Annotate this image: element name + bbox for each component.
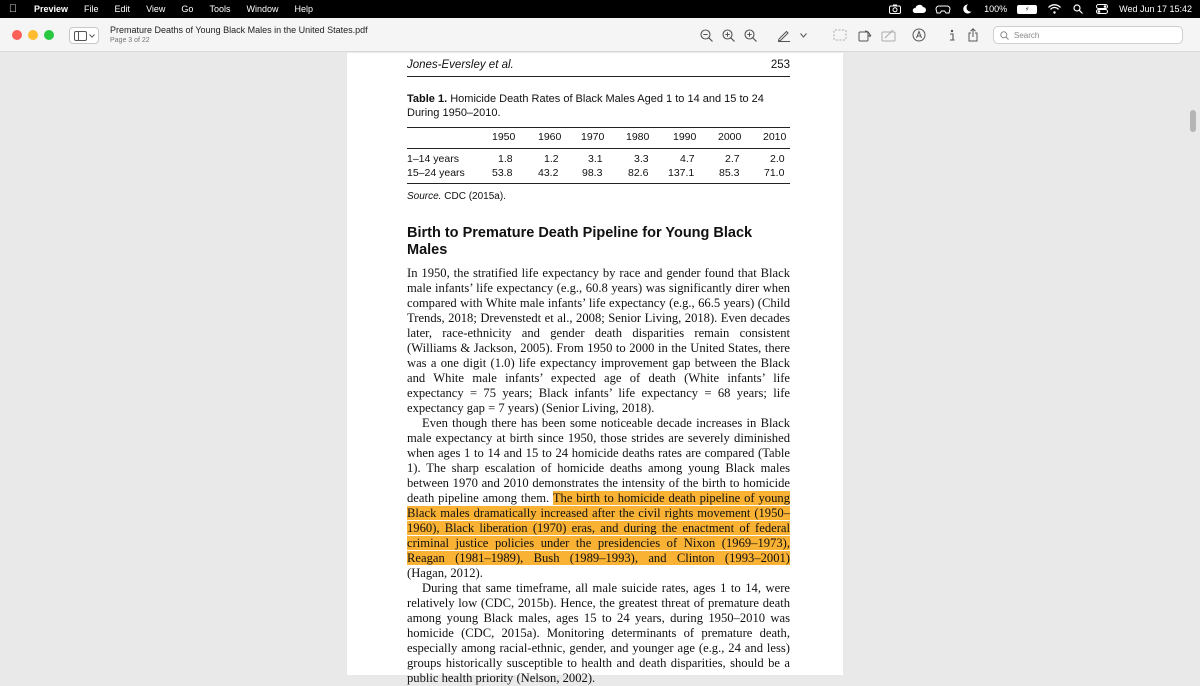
menu-bar (0, 0, 1200, 18)
search-icon (1000, 31, 1010, 40)
table-header-cell: 2000 (718, 131, 742, 143)
zoom-out-button[interactable] (697, 26, 715, 44)
table-caption-label: Table 1. (407, 93, 448, 105)
document-title: Premature Deaths of Young Black Males in the United States.pdf (110, 25, 368, 35)
paragraph[interactable]: In 1950, the stratified life expectancy by race and gender found that Black male infants’ life expectancy (e.g., 60.8 years) was significantly direr when compared with White male infants’ life expectancy (e.g., 66.5 years) (Child Trends, 2018; Drevenstedt et al., 2008; Senior Living, 2018). Even decades later, race-ethnicity and gender death disparities remain consistent (Williams & Jackson, 2005). From 1950 to 2000 in the United States, there was a one digit (1.0) life expectancy improvement gap between the Black and White male infants’ expected age of death (White infants’ life expectancy = 75 years; Black infants’ life expectancy = 68 years; life expectancy gap = 7 years) (Senior Living, 2018). (407, 266, 790, 415)
table-cell: 2.7 (725, 153, 740, 165)
table-cell: 2.0 (770, 153, 785, 165)
table-header-cell: 2010 (763, 131, 787, 143)
table-cell: 85.3 (719, 167, 740, 179)
table-row-label: 15–24 years (407, 167, 465, 179)
rotate-button[interactable] (857, 26, 873, 44)
info-button[interactable] (946, 26, 958, 44)
table-header-row (407, 131, 790, 145)
paragraph[interactable] (407, 416, 790, 581)
chevron-down-icon (800, 33, 807, 38)
zoom-fit-icon (744, 29, 757, 42)
table-cell: 3.1 (588, 153, 603, 165)
moon-icon[interactable] (960, 3, 974, 15)
table-cell: 98.3 (582, 167, 603, 179)
sidebar-toggle-button[interactable] (69, 27, 99, 44)
pdf-page[interactable] (347, 53, 843, 685)
table-cell: 4.7 (680, 153, 695, 165)
annotate-icon (912, 28, 926, 42)
gamepad-icon[interactable] (936, 3, 950, 15)
table-header-cell: 1990 (673, 131, 697, 143)
menu-go[interactable]: Go (181, 4, 194, 14)
markup-pen-button[interactable] (773, 26, 795, 44)
table-cell: 53.8 (492, 167, 513, 179)
wifi-icon[interactable] (1047, 3, 1061, 15)
menu-app-name[interactable]: Preview (34, 4, 69, 14)
paragraph[interactable]: During that same timeframe, all male suicide rates, ages 1 to 14, were relatively low (CDC, 2015b). Hence, the greatest threat of premature death among young Black males, ages 15 to 24 years, during 1950–2010 was homicide (CDC, 2015a). Monitoring determinants of premature death, especially among racial-ethnic, gender, and younger age (e.g., 24 and less) groups historically susceptible to health and death disparities, should be a public health priority (Nelson, 2002). (407, 581, 790, 685)
table-caption (407, 93, 790, 120)
running-header (407, 59, 790, 71)
zoom-out-icon (700, 29, 713, 42)
page-indicator: Page 3 of 22 (110, 37, 150, 44)
menu-help[interactable]: Help (294, 4, 313, 14)
header-rule (407, 76, 790, 77)
zoom-fit-button[interactable] (741, 26, 759, 44)
status-area (888, 0, 1192, 18)
table-source-text: CDC (2015a). (444, 191, 506, 202)
window-controls (12, 30, 54, 40)
section-heading: Birth to Premature Death Pipeline for Young Black Males (407, 225, 753, 258)
table-cell: 43.2 (538, 167, 559, 179)
table-source-label: Source. (407, 191, 442, 202)
apple-menu-icon[interactable] (0, 3, 26, 15)
table-cell: 82.6 (628, 167, 649, 179)
table-row (407, 153, 790, 167)
running-authors: Jones-Eversley et al. (407, 59, 514, 71)
table-header-cell: 1980 (626, 131, 650, 143)
spotlight-icon[interactable] (1071, 3, 1085, 15)
share-button[interactable] (966, 26, 980, 44)
share-icon (967, 28, 979, 42)
cloud-icon[interactable] (912, 3, 926, 15)
table-header-cell: 1960 (538, 131, 562, 143)
markup-dropdown-button[interactable] (797, 26, 809, 44)
body-text[interactable] (407, 266, 790, 686)
menu-window[interactable]: Window (246, 4, 279, 14)
table-cell: 1.8 (498, 153, 513, 165)
rotate-icon (858, 29, 872, 42)
battery-icon[interactable]: ⚡ (1017, 5, 1037, 14)
table-cell: 1.2 (544, 153, 559, 165)
table-cell: 71.0 (764, 167, 785, 179)
page-number: 253 (770, 59, 790, 71)
annotate-button[interactable] (911, 26, 927, 44)
table-row (407, 167, 790, 181)
table-cell: 3.3 (634, 153, 649, 165)
camera-icon[interactable] (888, 3, 902, 15)
table-caption-text: Homicide Death Rates of Black Males Aged 1 to 14 and 15 to 24 During 1950–2010. (407, 93, 764, 119)
document-viewer[interactable] (0, 53, 1200, 685)
table-source (407, 191, 506, 202)
minimize-button[interactable] (28, 30, 38, 40)
zoom-in-icon (722, 29, 735, 42)
zoom-button[interactable] (44, 30, 54, 40)
signature-icon (881, 29, 897, 42)
table-row-label: 1–14 years (407, 153, 459, 165)
table-bottom-rule (407, 183, 790, 184)
control-center-icon[interactable] (1095, 3, 1109, 15)
battery-percent: 100% (984, 4, 1008, 14)
close-button[interactable] (12, 30, 22, 40)
sidebar-icon (74, 31, 87, 41)
sign-button[interactable] (880, 26, 898, 44)
paragraph-text[interactable]: (Hagan, 2012). (407, 566, 483, 580)
crop-icon (833, 29, 847, 41)
menu-clock[interactable]: Wed Jun 17 15:42 (1119, 4, 1192, 14)
info-icon (948, 29, 956, 42)
search-placeholder: Search (1014, 30, 1040, 40)
chevron-down-icon (89, 34, 95, 38)
menu-file[interactable]: File (84, 4, 99, 14)
highlighted-text[interactable]: The birth to homicide death pipeline of young Black males dramatically increased after the civil rights movement (1950–1960), Black liberation (1970) eras, and during the enactment of federal criminal justice policies under the presidencies of Nixon (1969–1973), Reagan (1981–1989), Bush (1989–1993), and Clinton (1993–2001) (407, 491, 790, 565)
menu-view[interactable]: View (146, 4, 166, 14)
pen-icon (777, 29, 791, 42)
menu-tools[interactable]: Tools (209, 4, 231, 14)
table-cell: 137.1 (668, 167, 695, 179)
zoom-in-button[interactable] (719, 26, 737, 44)
table-header-cell: 1950 (492, 131, 516, 143)
crop-button[interactable] (832, 26, 848, 44)
table-top-rule (407, 127, 790, 128)
window-toolbar (0, 18, 1200, 52)
search-field[interactable] (993, 26, 1183, 44)
table-header-rule (407, 148, 790, 149)
menu-edit[interactable]: Edit (114, 4, 131, 14)
paragraph-text[interactable]: Even though there has been some noticeable decade increases in Black male expectancy at birth since 1950, those strides are severely diminished when ages 1 to 14 and 15 to 24 homicide deaths rates are compared (Table 1). The sharp escalation of homicide deaths among young Black males between 1970 and 2010 demonstrates the intensity of the birth to homicide death pipeline among them. (407, 416, 790, 505)
vertical-scrollbar[interactable] (1190, 110, 1196, 132)
table-header-cell: 1970 (581, 131, 605, 143)
